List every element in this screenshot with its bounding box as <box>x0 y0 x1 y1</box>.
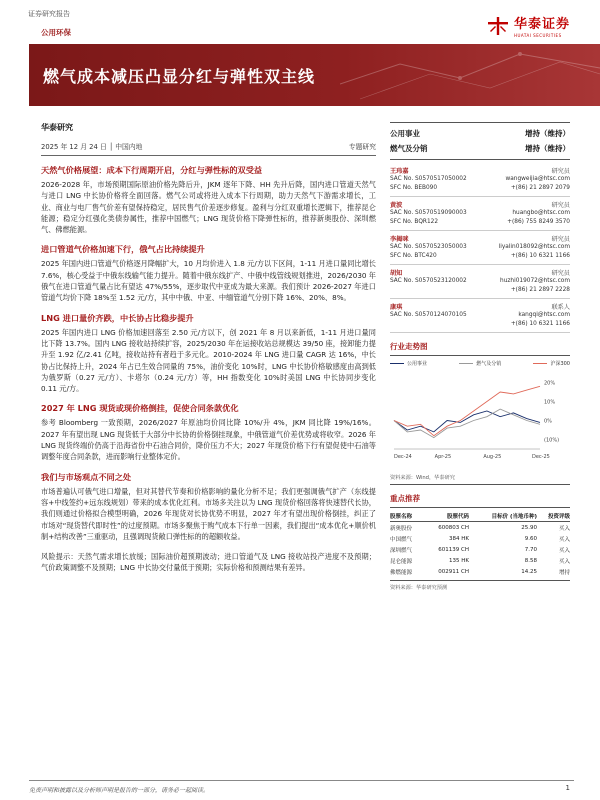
page-number: 1 <box>565 784 570 792</box>
table-cell: 昆仑能源 <box>390 558 413 565</box>
rating-sector: 公用事业 <box>390 129 420 138</box>
analyst-name: 胡知 <box>390 270 403 277</box>
analyst-sfc: SFC No. BTC420 <box>390 253 437 259</box>
legend-swatch <box>459 363 473 365</box>
section-5 <box>41 472 376 542</box>
banner-decoration <box>340 44 600 106</box>
meta-subline <box>41 141 376 156</box>
section-heading: 天然气价格展望：成本下行周期开启，分红与弹性标的双受益 <box>41 165 263 175</box>
section-heading: LNG 进口量价齐跌，中长协占比稳步提升 <box>41 312 194 323</box>
analyst-phone: +(86) 21 2897 2079 <box>510 185 570 191</box>
analyst-card <box>390 200 570 231</box>
table-source: 资料来源：华泰研究预测 <box>390 580 570 591</box>
series-line <box>394 411 540 432</box>
table-cell: 买入 <box>558 525 570 532</box>
footer-divider <box>29 780 574 781</box>
table-row <box>390 522 570 534</box>
x-tick-label: Dec-25 <box>532 454 550 460</box>
analyst-name: 李揭咪 <box>390 236 409 243</box>
recommend-table <box>390 511 570 577</box>
rating-box <box>390 122 570 160</box>
table-cell: 增持 <box>558 569 570 576</box>
analyst-card <box>390 234 570 265</box>
rating-row <box>390 126 570 141</box>
table-header: 目标价 (当地币种) <box>469 511 537 522</box>
analyst-sac: SAC No. S0570523120002 <box>390 278 467 284</box>
analyst-email[interactable]: huzhi019072@htsc.com <box>500 278 570 284</box>
table-row <box>390 544 570 555</box>
analyst-phone: +(86) 755 8249 3570 <box>507 219 570 225</box>
table-cell: 25.90 <box>521 524 538 531</box>
analyst-role: 联系人 <box>551 304 570 311</box>
legend-swatch <box>390 363 404 365</box>
logo-text-cn: 华泰证券 <box>513 17 570 32</box>
logo-text-en: HUATAI SECURITIES <box>513 33 562 38</box>
title-banner <box>29 44 600 106</box>
table-cell: 9.60 <box>524 535 538 542</box>
y-tick-label: (10%) <box>544 437 560 444</box>
legend-item <box>459 360 501 367</box>
risk-section <box>41 551 376 574</box>
legend-item <box>533 360 570 367</box>
company-logo <box>487 13 570 38</box>
analyst-email[interactable]: liyalin018092@htsc.com <box>498 244 570 250</box>
y-tick-label: 10% <box>544 399 556 406</box>
legend-label: 公用事业 <box>407 361 428 367</box>
analyst-role: 研究员 <box>551 236 570 243</box>
section-heading: 2027 年 LNG 现货或现价格倒挂，促使合同条款优化 <box>41 403 239 414</box>
table-row <box>390 533 570 544</box>
table-cell: 中国燃气 <box>390 536 413 543</box>
analyst-name: 康琪 <box>390 304 403 311</box>
y-tick-label: 20% <box>544 380 556 387</box>
table-cell: 深圳燃气 <box>390 547 413 554</box>
report-title: 燃气成本减压凸显分红与弹性双主线 <box>43 67 316 86</box>
table-cell: 002911 CH <box>438 568 469 575</box>
section-body: 市场普遍认可俄气进口增量，但对其替代节奏和价格影响的量化分析不足；我们更强调俄气扩产（东线提容+中线签约+远东线规划）带来的成本优化红利。市场多关注以为 LNG 现货价格回落将快速替代长协，我们则通过价格拟合模型明确，2026 年现货对长协优势不明显，2027 年才有望出现价格倒挂，纠正了市场对“现货替代即时性”的过度预期。市场多聚焦于购气成本下行单一因素，我们提出“成本优化+顺价机制+结构改善”三重驱动，且强调现货敞口弹性标的的超额收益。 <box>41 486 376 541</box>
analyst-role: 研究员 <box>551 168 570 175</box>
date-region: 2025 年 12 月 24 日 │ 中国内地 <box>41 143 143 151</box>
analyst-sfc: SFC No. BEB090 <box>390 185 438 191</box>
analyst-email[interactable]: huangbo@htsc.com <box>512 210 570 216</box>
sector-label: 公用环保 <box>41 28 71 37</box>
research-org: 华泰研究 <box>41 123 73 132</box>
analyst-name: 王玮嘉 <box>390 168 409 175</box>
report-type: 专题研究 <box>348 143 376 151</box>
trend-chart-title: 行业走势图 <box>390 341 570 356</box>
analyst-email[interactable]: kangqi@htsc.com <box>518 312 570 318</box>
section-body: 2025 年国内进口 LNG 价格加速回落至 2.50 元/方以下，创 2021 年 8 月以来新低，1-11 月进口量同比下降 13.7%。国内 LNG 接收站持续扩容，2025/2030 年在运接收站总规模达 39/50 座，接卸能力提升至 1.92 亿/2.41 亿吨，接收站持有者趋于多元化。2010-2024 年 LNG 进口量 CAGR 达 16%，中长协占比保持上升，2024 年占已生效合同量的 75%，油价变化 10%时，LNG 中长协价格敏感度由高到低为俄罗斯（0.27 元/方）、卡塔尔（0.24 元/方）等，HH 指数变化 10%时美国 LNG 中长协同步变化 0.11 元/方。 <box>41 327 376 394</box>
legend-label: 燃气及分销 <box>476 361 502 367</box>
analyst-sac: SAC No. S0570519090003 <box>390 210 467 216</box>
main-content <box>41 122 376 574</box>
section-3 <box>41 313 376 395</box>
logo-mark-icon <box>487 17 509 35</box>
analyst-list <box>390 166 570 333</box>
rating-row <box>390 141 570 156</box>
disclaimer-note: 免责声明和披露以及分析师声明是报告的一部分，请务必一起阅读。 <box>29 787 210 794</box>
table-header: 股票名称 <box>390 511 423 522</box>
x-tick-label: Apr-25 <box>434 454 452 460</box>
analyst-card <box>390 166 570 197</box>
section-body: 参考 Bloomberg 一致预期，2026/2027 年原油均价同比降 10%/升 4%，JKM 同比降 19%/16%。2027 年有望出现 LNG 现货低于大部分中长协的价格倒挂现象，中俄管道气价差优势或将收窄。2026 年 LNG 现货终端价仍高于沿海省份中石油合同价，降价压力不大；2027 年现货价格下行有望促使中石油等调整年度合同条款，进而影响行业整体定价。 <box>41 418 376 462</box>
rating-value: 增持（维持） <box>525 144 570 153</box>
table-cell: 买入 <box>558 558 570 565</box>
table-cell: 384 HK <box>448 535 469 542</box>
series-line <box>394 386 540 435</box>
table-cell: 601139 CH <box>438 546 469 553</box>
table-cell: 135 HK <box>448 557 469 564</box>
table-cell: 买入 <box>558 536 570 543</box>
table-cell: 8.58 <box>524 557 538 564</box>
doc-type-label: 证券研究报告 <box>28 10 70 18</box>
table-cell: 新奥股份 <box>390 525 413 532</box>
table-row <box>390 555 570 566</box>
legend-swatch <box>533 363 547 365</box>
series-line <box>394 409 540 438</box>
table-body <box>390 522 570 578</box>
table-header: 股票代码 <box>423 511 469 522</box>
table-cell: 佛燃能源 <box>390 569 413 576</box>
analyst-name: 黄波 <box>390 202 403 209</box>
section-4 <box>41 403 376 462</box>
legend-label: 沪深300 <box>550 361 570 367</box>
industry-trend-chart <box>390 367 570 467</box>
analyst-role: 研究员 <box>551 270 570 277</box>
recommend-title: 重点推荐 <box>390 493 570 508</box>
analyst-phone: +(86) 21 2897 2228 <box>510 287 570 293</box>
table-cell: 7.70 <box>524 546 538 553</box>
section-heading: 我们与市场观点不同之处 <box>41 471 132 482</box>
analyst-card <box>390 268 570 299</box>
table-header: 投资评级 <box>537 511 570 522</box>
x-tick-label: Dec-24 <box>394 454 412 460</box>
analyst-phone: +(86) 10 6321 1166 <box>510 253 570 259</box>
section-heading: 进口管道气价格加速下行，俄气占比持续提升 <box>41 244 205 255</box>
table-cell: 14.25 <box>521 568 538 575</box>
analyst-role: 研究员 <box>551 202 570 209</box>
x-tick-label: Aug-25 <box>483 454 502 460</box>
rating-value: 增持（维持） <box>525 129 570 138</box>
sidebar <box>390 122 570 591</box>
analyst-sac: SAC No. S0570523050003 <box>390 244 467 250</box>
chart-source: 资料来源：Wind，华泰研究 <box>390 474 570 485</box>
analyst-phone: +(86) 10 6321 1166 <box>510 321 570 327</box>
rating-sector: 燃气及分销 <box>390 144 428 153</box>
section-1 <box>41 165 376 235</box>
table-cell: 600803 CH <box>438 524 469 531</box>
y-tick-label: 0% <box>544 418 552 425</box>
analyst-card <box>390 302 570 333</box>
analyst-email[interactable]: wangweijia@htsc.com <box>505 176 570 182</box>
table-cell: 买入 <box>558 547 570 554</box>
analyst-sac: SAC No. S0570517050002 <box>390 176 467 182</box>
section-body: 2025 年国内进口管道气价格逐月降幅扩大，10 月均价进入 1.8 元/方以下区间，1-11 月进口量同比增长 7.6%，核心受益于中俄东线输气能力提升。随着中俄东线扩产、中俄中线管线规划推进，2026/2030 年俄气在进口管道气量占比有望达 47%/55%，逐步取代中亚成为最大来源。我们预计 2026-2027 年进口管道气均价下降 18%至 1.52 元/方，其中中俄、中亚、中缅管道气分别下降 16%、20%、8%。 <box>41 259 376 303</box>
analyst-sac: SAC No. S0570124070105 <box>390 312 467 318</box>
section-2 <box>41 244 376 303</box>
analyst-sfc: SFC No. BQR122 <box>390 219 439 225</box>
legend-item <box>390 360 427 367</box>
risk-text: 风险提示：天然气需求增长放缓；国际油价超预期波动；进口管道气及 LNG 接收站投产进度不及预期；气价政策调整不及预期；LNG 中长协交付量低于预期；实际价格和预测结果有差异。 <box>41 552 376 573</box>
table-row <box>390 566 570 577</box>
section-body: 2026-2028 年，市场预期国际原油价格先降后升，JKM 逐年下降、HH 先升后降，国内进口管道天然气与进口 LNG 中长协价格将全面回落。燃气公司或将进入成本下行周期，助力天然气下游需求增长，工业、商业与电厂售气价差有望保持稳定，居民售气价差逐步修复。盈利与分红双重增长逻辑下，推荐昆仑能源；稳定分红强化类债券属性，推荐中国燃气；LNG 现货价格下降弹性标的，推荐新奥股份、深圳燃气、佛燃能源。 <box>41 180 376 235</box>
chart-legend <box>390 360 570 367</box>
